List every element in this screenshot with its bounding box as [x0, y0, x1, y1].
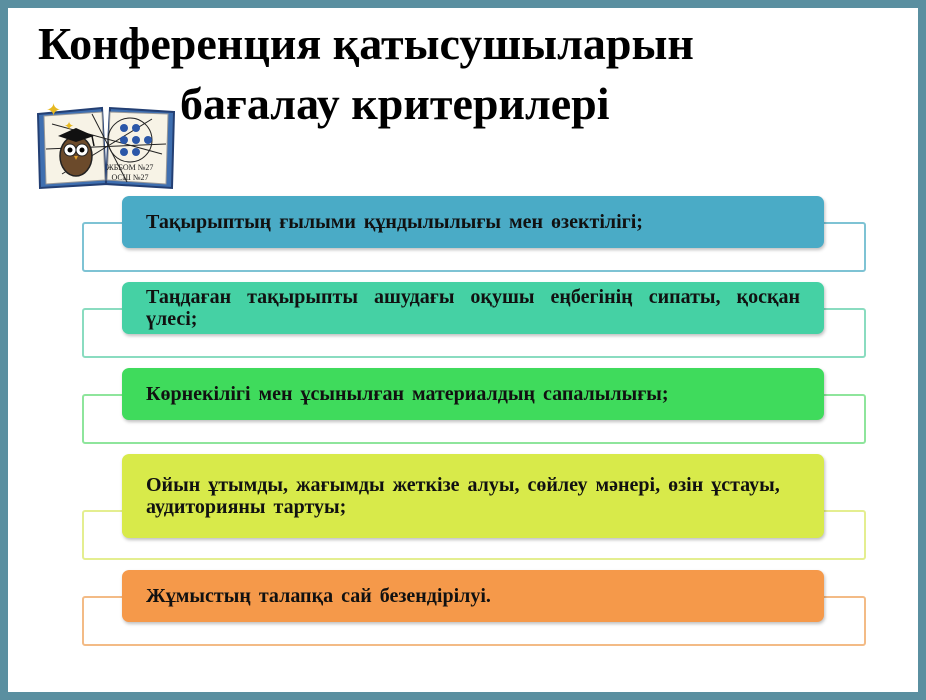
- criterion-bar: [122, 282, 824, 334]
- criterion-text: Жұмыстың талапқа сай безендірілуі.: [146, 585, 491, 607]
- title-line-1: Конференция қатысушыларын: [38, 18, 694, 69]
- logo-text-2: ОСШ №27: [111, 173, 149, 182]
- criterion-bar: [122, 570, 824, 622]
- criterion-bar: [122, 196, 824, 248]
- criterion-bar: [122, 368, 824, 420]
- logo-text-1: ЖББОМ №27: [106, 163, 154, 172]
- slide: [8, 8, 918, 692]
- criterion-text: Таңдаған тақырыпты ашудағы оқушы еңбегінің сипаты, қосқан үлесі;: [146, 286, 800, 330]
- school-logo-icon: [32, 94, 180, 194]
- criterion-bar: [122, 454, 824, 538]
- svg-text:✦: ✦: [64, 119, 75, 133]
- svg-text:✦: ✦: [46, 100, 62, 121]
- criterion-text: Көрнекілігі мен ұсынылған материалдың сапалылығы;: [146, 383, 669, 405]
- criterion-text: Ойын ұтымды, жағымды жеткізе алуы, сөйлеу мәнері, өзін ұстауы, аудиторияны тартуы;: [146, 474, 780, 518]
- title-line-2: бағалау критерилері: [180, 78, 610, 129]
- criterion-text: Тақырыптың ғылыми құндылылығы мен өзектілігі;: [146, 211, 643, 233]
